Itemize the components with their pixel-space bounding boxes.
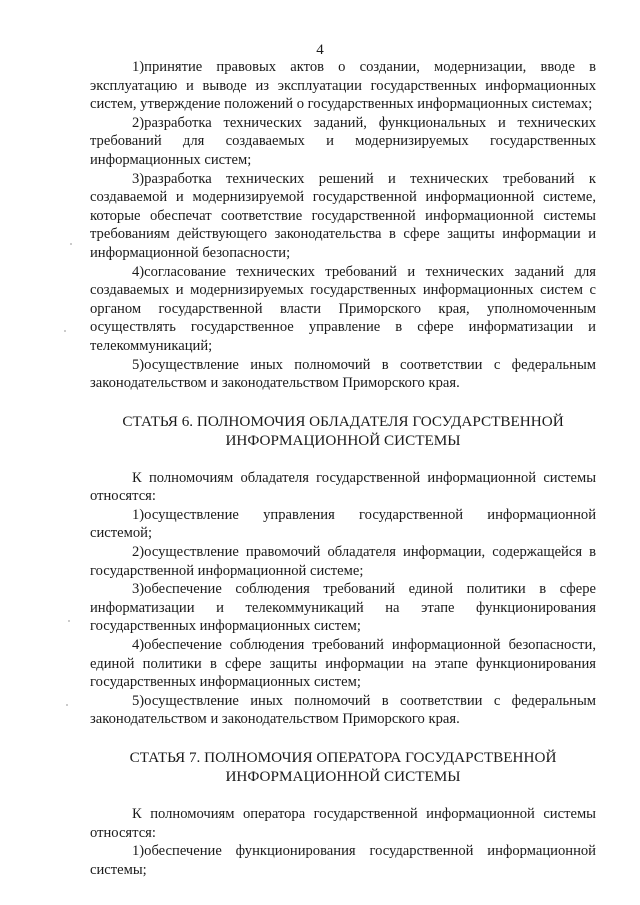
section-5-item-1: 1)принятие правовых актов о создании, модернизации, вводе в эксплуатацию и выводе из эксплуатации государственных информационных систем, утверждение положений о государственных информационных системах; <box>90 59 596 113</box>
scan-artifact <box>66 704 68 706</box>
article-7-intro: К полномочиям оператора государственной информационной системы относятся: <box>90 806 596 841</box>
page-number: 4 <box>316 42 324 58</box>
article-7-item-1: 1)обеспечение функционирования государственной информационной системы; <box>90 843 596 878</box>
article-6-item-3: 3)обеспечение соблюдения требований единой политики в сфере информатизации и телекоммуникаций на этапе функционирования государственных информационных систем; <box>90 581 596 635</box>
spacer <box>90 729 596 748</box>
article-6-item-1: 1)осуществление управления государственной информационной системой; <box>90 506 596 542</box>
section-5-item-4: 4)согласование технических требований и технических заданий для создаваемых и модернизируемых государственных информационных систем с органом государственной власти Приморского края, уполномоченным осуществлять государственное управление в сфере информатизации и телекоммуникаций; <box>90 263 596 354</box>
section-5-item-2: 2)разработка технических заданий, функциональных и технических требований для создаваемых и модернизируемых государственных информационных систем; <box>90 114 596 168</box>
document-body <box>90 58 596 879</box>
article-6-item-2: 2)осуществление правомочий обладателя информации, содержащейся в государственной информационной системе; <box>90 544 596 579</box>
section-5-item-3: 3)разработка технических решений и технических требований к создаваемой и модернизируемой государственной информационной системе, которые обеспечат соответствие государственной информационной системы требованиям действующего законодательства в сфере защиты информации и информационной безопасности; <box>90 170 596 261</box>
article-7-title-line-2: ИНФОРМАЦИОННОЙ СИСТЕМЫ <box>225 768 461 785</box>
scan-artifact <box>70 243 72 245</box>
article-6-title-line-1: СТАТЬЯ 6. ПОЛНОМОЧИЯ ОБЛАДАТЕЛЯ ГОСУДАРСТВЕННОЙ <box>122 412 564 430</box>
section-5-item-5: 5)осуществление иных полномочий в соответствии с федеральным законодательством и законодательством Приморского края. <box>90 356 596 392</box>
spacer <box>90 786 596 805</box>
article-6-intro: К полномочиям обладателя государственной информационной системы относятся: <box>90 469 596 505</box>
article-6-item-5: 5)осуществление иных полномочий в соответствии с федеральным законодательством и законодательством Приморского края. <box>90 692 596 728</box>
article-6-item-4: 4)обеспечение соблюдения требований информационной безопасности, единой политики в сфере защиты информации на этапе функционирования государственных информационных систем; <box>90 637 596 691</box>
scan-artifact <box>68 620 70 622</box>
article-7-title-line-1: СТАТЬЯ 7. ПОЛНОМОЧИЯ ОПЕРАТОРА ГОСУДАРСТВЕННОЙ <box>129 749 557 766</box>
spacer <box>90 393 596 412</box>
scan-artifact <box>64 330 66 332</box>
article-6-title-line-2: ИНФОРМАЦИОННОЙ СИСТЕМЫ <box>225 431 461 449</box>
spacer <box>90 450 596 469</box>
